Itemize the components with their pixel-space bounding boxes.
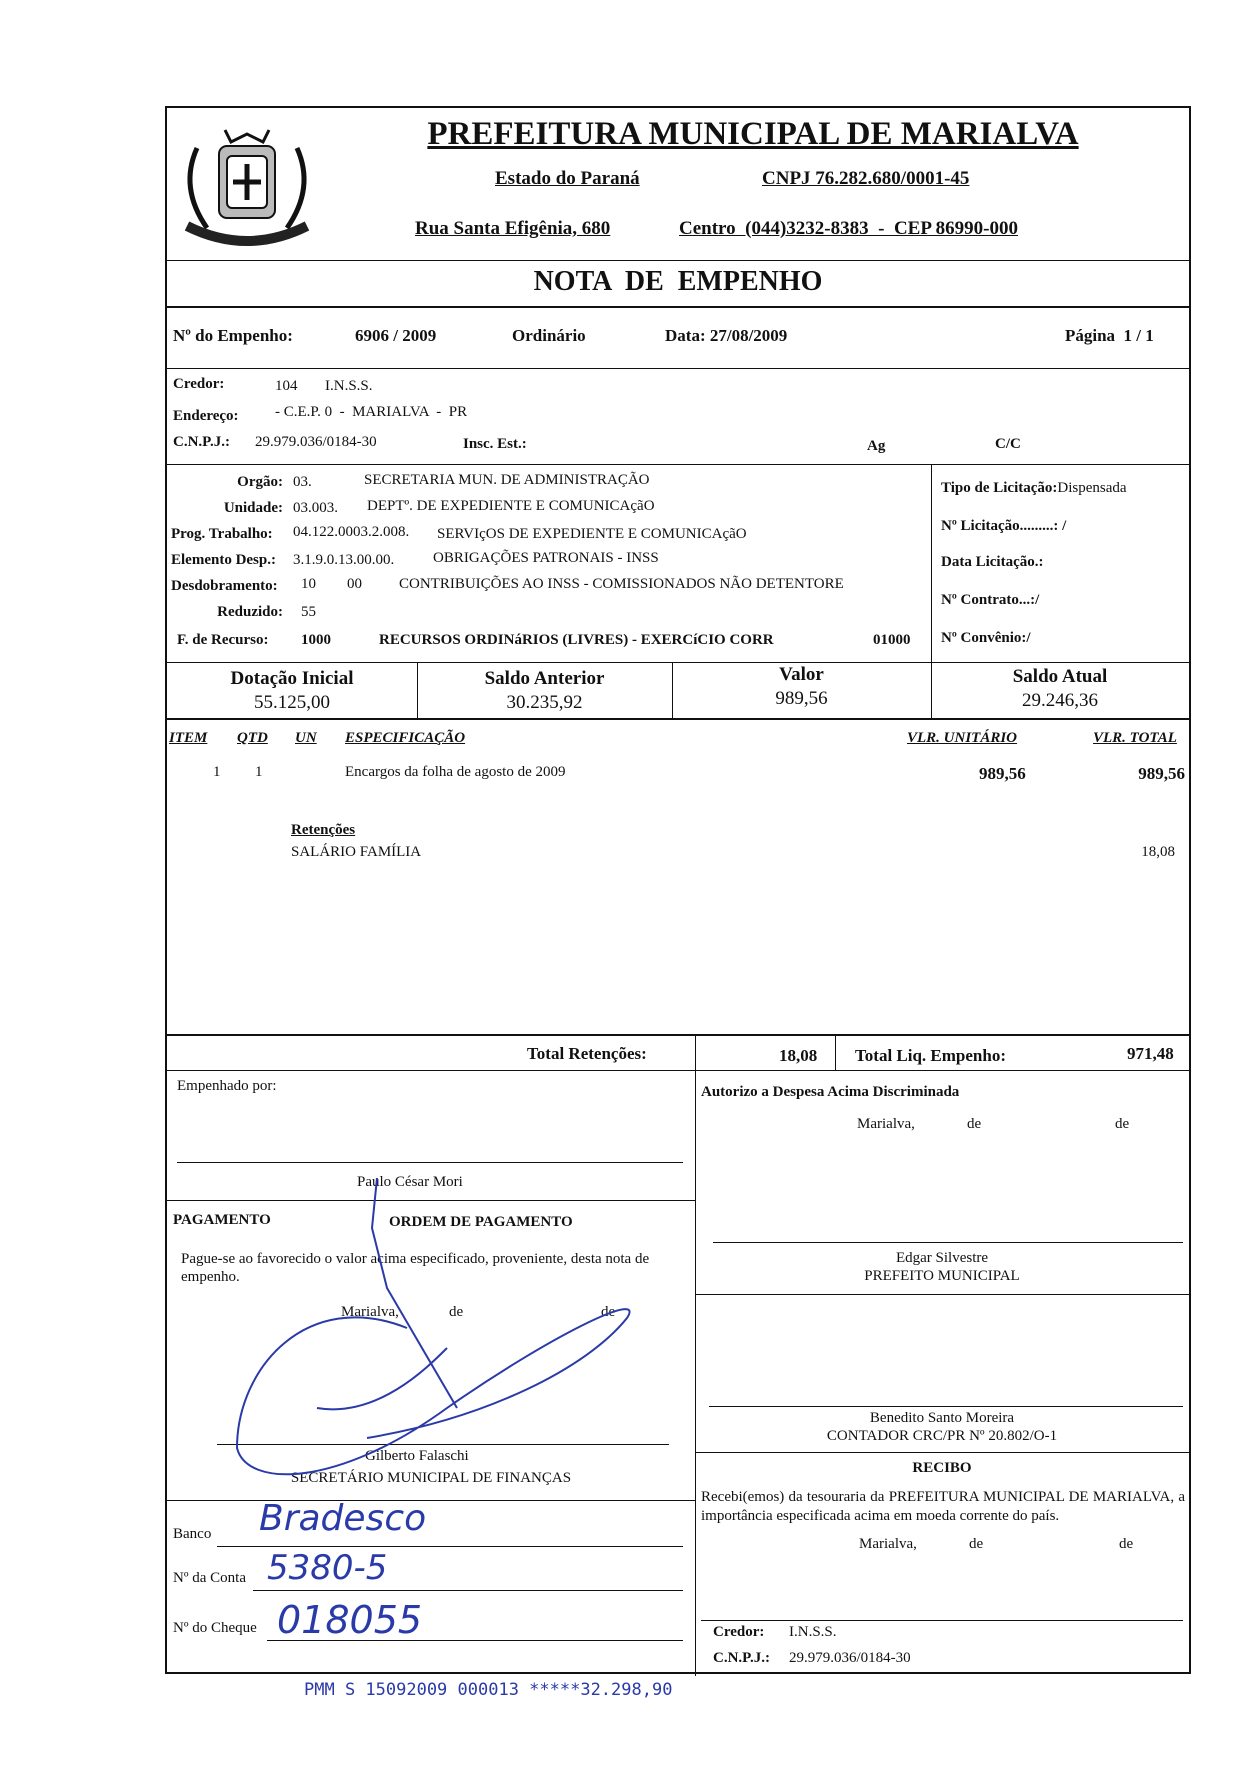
- retencoes-title: Retenções: [291, 822, 356, 838]
- divider: [167, 464, 1189, 465]
- conta-line: [253, 1590, 683, 1591]
- divider: [167, 1070, 1189, 1071]
- autorizo-label: Autorizo a Despesa Acima Discriminada: [701, 1084, 960, 1100]
- empenho-tipo: Ordinário: [512, 326, 586, 345]
- elem-label: Elemento Desp.:: [171, 552, 276, 568]
- orgao-label: Orgão:: [237, 474, 283, 490]
- autorizo-de2: de: [1115, 1116, 1130, 1132]
- credor-cod: 104: [275, 378, 298, 394]
- rec: RECURSOS ORDINáRIOS (LIVRES) - EXERCíCIO CORR: [379, 632, 774, 648]
- signature-scribble-icon: [227, 1168, 677, 1488]
- col-qtd: QTD: [237, 730, 268, 746]
- recibo-de2: de: [1119, 1536, 1134, 1552]
- recibo-de1: de: [969, 1536, 984, 1552]
- divider: [167, 718, 1189, 720]
- desd-label: Desdobramento:: [171, 578, 278, 594]
- banco-label: Banco: [173, 1526, 212, 1542]
- divider: [167, 1500, 695, 1501]
- prog: SERVIçOS DE EXPEDIENTE E COMUNICAçãO: [437, 526, 747, 542]
- header-endereco: Rua Santa Efigênia, 680: [415, 218, 611, 239]
- rec-cod2: 01000: [873, 632, 911, 648]
- empenho-num: 6906 / 2009: [355, 326, 437, 345]
- endereco-label: Endereço:: [173, 408, 239, 424]
- prog-cod: 04.122.0003.2.008.: [293, 524, 410, 540]
- saldo-anterior-label: Saldo Anterior: [484, 668, 605, 689]
- coat-of-arms-icon: [167, 108, 327, 263]
- desd: CONTRIBUIÇÕES AO INSS - COMISSIONADOS NÃO DETENTORE: [399, 576, 844, 592]
- row-qtd: 1: [255, 764, 263, 780]
- divider-v: [931, 464, 932, 662]
- secretario-cargo: SECRETÁRIO MUNICIPAL DE FINANÇAS: [290, 1470, 572, 1486]
- ag-label: Ag: [867, 438, 886, 454]
- ordem-marialva: Marialva,: [341, 1304, 399, 1320]
- ordem-de2: de: [601, 1304, 616, 1320]
- recibo-credor: I.N.S.S.: [789, 1624, 837, 1640]
- divider: [167, 1034, 1189, 1036]
- elem-cod: 3.1.9.0.13.00.00.: [293, 552, 395, 568]
- total-liq-label: Total Liq. Empenho:: [855, 1046, 1006, 1065]
- cheque-label: Nº do Cheque: [173, 1620, 257, 1636]
- divider: [695, 1294, 1189, 1295]
- saldo-atual-val: 29.246,36: [1022, 690, 1098, 711]
- saldo-anterior-val: 30.235,92: [506, 692, 583, 713]
- prefeito-cargo: PREFEITO MUNICIPAL: [864, 1268, 1020, 1284]
- header-contato: Centro (044)3232-8383 - CEP 86990-000: [679, 218, 1018, 239]
- ordem-de1: de: [449, 1304, 464, 1320]
- total-retencoes-val: 18,08: [779, 1046, 818, 1065]
- handwritten-banco: Bradesco: [259, 1498, 427, 1539]
- empenho-data: Data: 27/08/2009: [665, 326, 788, 345]
- dotacao-inicial-label: Dotação Inicial: [230, 668, 354, 689]
- col-un: UN: [295, 730, 317, 746]
- divider: [695, 1452, 1189, 1453]
- licitacao-convenio: Nº Convênio:/: [941, 630, 1031, 646]
- valor-label: Valor: [779, 664, 824, 685]
- col-vlr-total: VLR. TOTAL: [1093, 730, 1177, 746]
- row-especificacao: Encargos da folha de agosto de 2009: [345, 764, 566, 780]
- recibo-title: RECIBO: [912, 1460, 972, 1476]
- red: 55: [301, 604, 316, 620]
- signature-line: [709, 1406, 1183, 1407]
- licitacao-num: Nº Licitação.........: /: [941, 518, 1067, 534]
- header-estado: Estado do Paraná: [495, 168, 640, 189]
- licitacao-tipo-label: Tipo de Licitação:: [941, 480, 1058, 496]
- divider-v: [695, 1034, 696, 1676]
- unidade: DEPTº. DE EXPEDIENTE E COMUNICAçãO: [367, 498, 655, 514]
- empenhado-nome: Paulo César Mori: [357, 1174, 463, 1190]
- autorizo-de1: de: [967, 1116, 982, 1132]
- recibo-marialva: Marialva,: [859, 1536, 917, 1552]
- signature-line: [701, 1620, 1183, 1621]
- handwritten-conta: 5380-5: [267, 1548, 388, 1588]
- col-especificacao: ESPECIFICAÇÃO: [345, 730, 466, 746]
- valor-val: 989,56: [775, 688, 828, 709]
- red-label: Reduzido:: [217, 604, 283, 620]
- unidade-cod: 03.003.: [293, 500, 338, 516]
- divider: [167, 306, 1189, 308]
- licitacao-data: Data Licitação.:: [941, 554, 1044, 570]
- dotacao-inicial-val: 55.125,00: [254, 692, 330, 713]
- col-vlr-unitario: VLR. UNITÁRIO: [907, 730, 1018, 746]
- licitacao-tipo-val: Dispensada: [1057, 480, 1127, 496]
- licitacao-contrato: Nº Contrato...:/: [941, 592, 1040, 608]
- signature-line: [713, 1242, 1183, 1243]
- unidade-label: Unidade:: [223, 500, 283, 516]
- total-liq-val: 971,48: [1127, 1044, 1174, 1063]
- desd-cod2: 00: [347, 576, 362, 592]
- empenhado-label: Empenhado por:: [177, 1078, 277, 1094]
- rec-label: F. de Recurso:: [177, 632, 269, 648]
- banco-line: [217, 1546, 683, 1547]
- recibo-text: Recebi(emos) da tesouraria da PREFEITURA MUNICIPAL DE MARIALVA, a importância especificada acima em moeda corrente do país.: [701, 1489, 1185, 1524]
- recibo-cnpj-label: C.N.P.J.:: [713, 1650, 770, 1666]
- contador-cargo: CONTADOR CRC/PR Nº 20.802/O-1: [826, 1428, 1058, 1444]
- rec-cod: 1000: [301, 632, 331, 648]
- saldo-atual-label: Saldo Atual: [1012, 666, 1108, 687]
- signature-line: [177, 1162, 683, 1163]
- empenho-pagina: Página 1 / 1: [1065, 326, 1154, 345]
- divider: [167, 368, 1189, 369]
- secretario-nome: Gilberto Falaschi: [365, 1448, 469, 1464]
- row-vlr-total: 989,56: [1138, 764, 1185, 783]
- cc-label: C/C: [995, 436, 1021, 452]
- payment-stamp: PMM S 15092009 000013 *****32.298,90: [304, 1680, 673, 1700]
- elem: OBRIGAÇÕES PATRONAIS - INSS: [433, 550, 659, 566]
- row-vlr-unitario: 989,56: [979, 764, 1026, 783]
- divider: [167, 662, 1189, 663]
- autorizo-marialva: Marialva,: [857, 1116, 915, 1132]
- pague-text: Pague-se ao favorecido o valor acima especificado, proveniente, desta nota de empenho.: [181, 1251, 650, 1285]
- cnpj-label: C.N.P.J.:: [173, 434, 230, 450]
- contador-nome: Benedito Santo Moreira: [869, 1410, 1015, 1426]
- handwritten-cheque: 018055: [277, 1598, 423, 1642]
- retencao-valor: 18,08: [1141, 844, 1175, 860]
- row-item: 1: [213, 764, 221, 780]
- pagamento-label: PAGAMENTO: [173, 1212, 271, 1228]
- col-item: ITEM: [169, 730, 208, 746]
- recibo-cnpj: 29.979.036/0184-30: [789, 1650, 911, 1666]
- header-cnpj: CNPJ 76.282.680/0001-45: [762, 168, 970, 189]
- empenho-num-label: Nº do Empenho:: [173, 326, 293, 345]
- retencao-nome: SALÁRIO FAMÍLIA: [291, 844, 422, 860]
- prefeito-nome: Edgar Silvestre: [895, 1250, 989, 1266]
- nota-de-empenho: [165, 106, 1191, 1674]
- credor-cnpj: 29.979.036/0184-30: [255, 434, 377, 450]
- credor-label: Credor:: [173, 376, 225, 392]
- credor-endereco: - C.E.P. 0 - MARIALVA - PR: [275, 404, 468, 420]
- ordem-pagamento-label: ORDEM DE PAGAMENTO: [389, 1214, 573, 1230]
- insc-label: Insc. Est.:: [463, 436, 527, 452]
- conta-label: Nº da Conta: [173, 1570, 246, 1586]
- credor-nome: I.N.S.S.: [325, 378, 373, 394]
- divider: [167, 260, 1189, 261]
- prog-label: Prog. Trabalho:: [171, 526, 273, 542]
- header-title: PREFEITURA MUNICIPAL DE MARIALVA: [427, 116, 1079, 152]
- doc-title: NOTA DE EMPENHO: [533, 266, 823, 297]
- licitacao-tipo: [941, 480, 1127, 497]
- total-retencoes-label: Total Retenções:: [527, 1044, 647, 1063]
- orgao-cod: 03.: [293, 474, 312, 490]
- desd-cod1: 10: [301, 576, 316, 592]
- recibo-credor-label: Credor:: [713, 1624, 765, 1640]
- divider-v: [835, 1034, 836, 1070]
- orgao: SECRETARIA MUN. DE ADMINISTRAÇÃO: [364, 472, 650, 488]
